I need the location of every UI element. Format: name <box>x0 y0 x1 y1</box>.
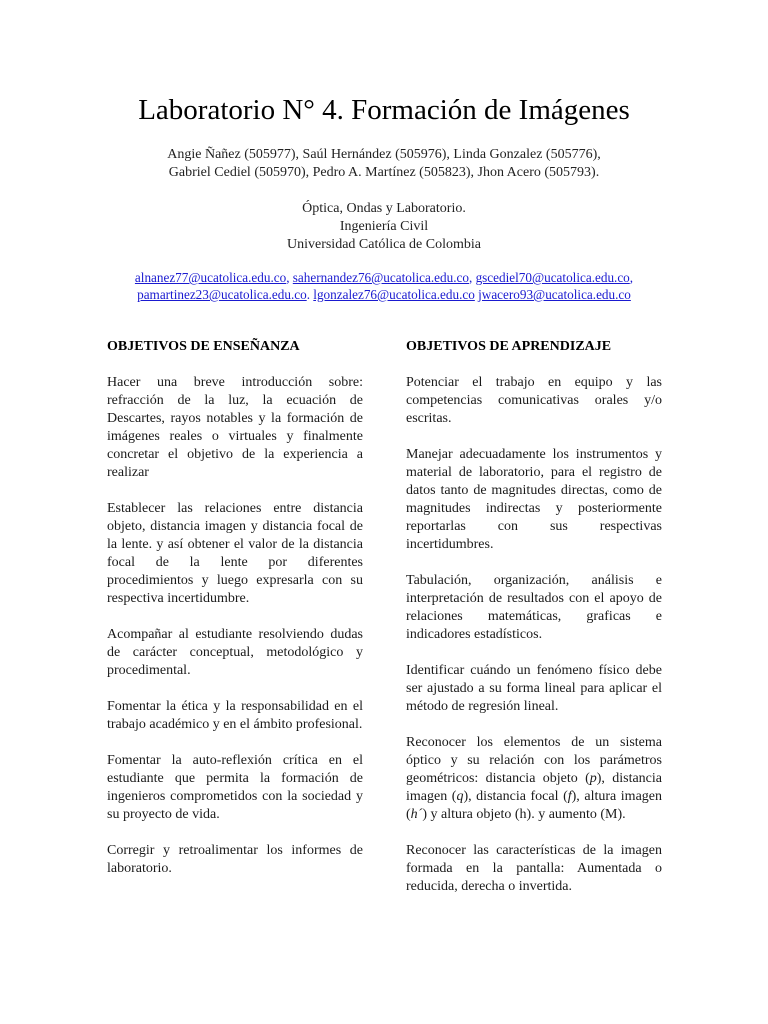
objective-paragraph: Corregir y retroalimentar los informes de laboratorio. <box>107 843 363 876</box>
email-link[interactable]: pamartinez23@ucatolica.edu.co <box>137 287 307 302</box>
params-text: ), distancia focal ( <box>463 789 568 804</box>
affiliation <box>0 200 768 254</box>
email-link[interactable]: gscediel70@ucatolica.edu.co <box>475 270 630 285</box>
paper-title: Laboratorio N° 4. Formación de Imágenes <box>138 94 630 126</box>
objective-paragraph: Acompañar al estudiante resolviendo dudas de carácter conceptual, metodológico y procedimental. <box>107 627 363 678</box>
section-heading: OBJETIVOS DE APRENDIZAJE <box>406 339 612 354</box>
params-text: Reconocer los elementos de un sistema óptico y su relación con los parámetros geométricos: distancia objeto ( <box>406 735 662 786</box>
objective-paragraph: Fomentar la auto-reflexión crítica en el estudiante que permita la formación de ingenieros comprometidos con la sociedad y su proyecto de vida. <box>107 753 363 822</box>
objective-paragraph: Hacer una breve introducción sobre: refracción de la luz, la ecuación de Descartes, rayos notables y la formación de imágenes reales o virtuales y finalmente concretar el objetivo de la experiencia a realizar <box>107 375 363 480</box>
params-text: ) y altura objeto (h). y aumento (M). <box>422 807 626 822</box>
email-link[interactable]: alnanez77@ucatolica.edu.co <box>134 270 287 285</box>
course-name: Óptica, Ondas y Laboratorio. <box>302 201 466 216</box>
email-line: pamartinez23@ucatolica.edu.co. lgonzalez76@ucatolica.edu.co jwacero93@ucatolica.edu.co <box>137 287 631 302</box>
variable-p: p <box>589 771 597 786</box>
university-name: Universidad Católica de Colombia <box>286 237 481 252</box>
objective-paragraph: Potenciar el trabajo en equipo y las competencias comunicativas orales y/o escritas. <box>406 375 662 426</box>
objective-paragraph <box>406 734 662 824</box>
variable-f: f <box>567 789 572 804</box>
author-line: Gabriel Cediel (505970), Pedro A. Martínez (505823), Jhon Acero (505793). <box>168 165 600 180</box>
author-list <box>0 146 768 182</box>
learning-objectives-column <box>406 338 662 914</box>
email-line: alnanez77@ucatolica.edu.co, sahernandez76@ucatolica.edu.co, gscediel70@ucatolica.edu.co, <box>134 270 634 285</box>
objective-paragraph: Fomentar la ética y la responsabilidad en el trabajo académico y en el ámbito profesional. <box>107 699 363 732</box>
variable-h: h´ <box>410 807 423 822</box>
email-link[interactable]: jwacero93@ucatolica.edu.co <box>478 287 631 302</box>
email-list <box>0 269 768 303</box>
email-link[interactable]: sahernandez76@ucatolica.edu.co <box>292 270 469 285</box>
objective-paragraph: Identificar cuándo un fenómeno físico debe ser ajustado a su forma lineal para aplicar el método de regresión lineal. <box>406 663 662 714</box>
program-name: Ingeniería Civil <box>339 219 429 234</box>
params-text: ), distancia imagen ( <box>406 771 662 804</box>
variable-q: q <box>456 789 464 804</box>
objective-paragraph: Establecer las relaciones entre distancia objeto, distancia imagen y distancia focal de la lente. y así obtener el valor de la distancia focal de la lente por diferentes procedimientos y luego expresarla con su respectiva incertidumbre. <box>107 501 363 606</box>
params-text: ), altura imagen ( <box>406 789 663 822</box>
email-link[interactable]: lgonzalez76@ucatolica.edu.co <box>313 287 475 302</box>
objective-paragraph: Tabulación, organización, análisis e interpretación de resultados con el apoyo de relaciones matemáticas, graficas e indicadores estadísticos. <box>406 573 662 642</box>
section-heading: OBJETIVOS DE ENSEÑANZA <box>107 339 300 354</box>
teaching-objectives-column <box>107 338 363 896</box>
objective-paragraph: Manejar adecuadamente los instrumentos y material de laboratorio, para el registro de datos tanto de magnitudes directas, como de magnitudes indirectas y posteriormente reportarlas con sus respectivas incertidumbres. <box>406 447 662 552</box>
author-line: Angie Ñañez (505977), Saúl Hernández (505976), Linda Gonzalez (505776), <box>167 147 601 162</box>
objective-paragraph: Reconocer las características de la imagen formada en la pantalla: Aumentada o reducida, derecha o invertida. <box>406 843 662 894</box>
